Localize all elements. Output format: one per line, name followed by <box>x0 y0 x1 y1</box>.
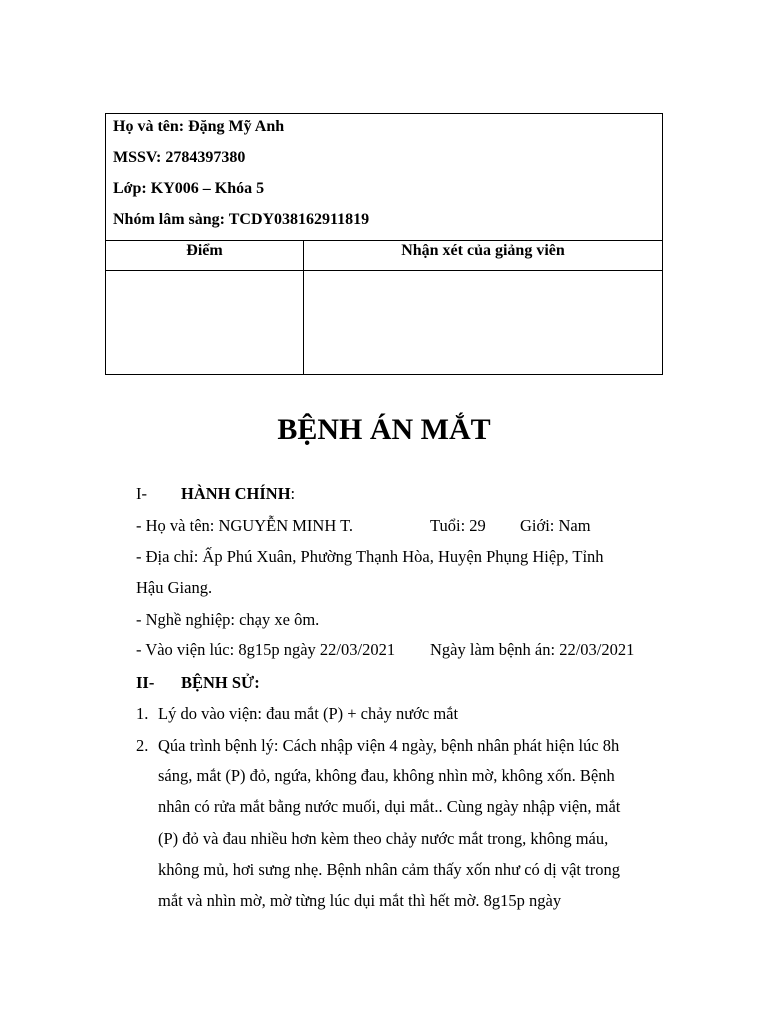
item-2-line: không mủ, hơi sưng nhẹ. Bệnh nhân cảm thấy xốn như có dị vật trong <box>158 860 620 879</box>
student-class: Lớp: KY006 – Khóa 5 <box>113 180 265 197</box>
section-1-heading-line <box>181 484 295 504</box>
section-1-number: I- <box>136 484 147 503</box>
item-1-number: 1. <box>136 704 149 723</box>
item-2-line: (P) đỏ và đau nhiều hơn kèm theo chảy nước mắt trong, không máu, <box>158 829 609 848</box>
item-1-text: Lý do vào viện: đau mắt (P) + chảy nước mắt <box>158 704 459 723</box>
item-2-line: Qúa trình bệnh lý: Cách nhập viện 4 ngày, bệnh nhân phát hiện lúc 8h <box>158 736 620 755</box>
patient-age: Tuổi: 29 <box>430 516 486 535</box>
section-2-number: II- <box>136 673 155 692</box>
item-2-line: nhân có rửa mắt bằng nước muối, dụi mắt.. Cùng ngày nhập viện, mắt <box>158 797 621 816</box>
section-1-heading: HÀNH CHÍNH <box>181 484 291 503</box>
occupation: - Nghề nghiệp: chạy xe ôm. <box>136 610 320 629</box>
student-name: Họ và tên: Đặng Mỹ Anh <box>113 118 285 135</box>
item-2-line: sáng, mắt (P) đỏ, ngứa, không đau, không nhìn mờ, không xốn. Bệnh <box>158 766 615 785</box>
comment-cell <box>304 271 663 375</box>
comment-header: Nhận xét của giảng viên <box>304 241 663 271</box>
student-info-cell <box>106 114 663 241</box>
item-2-line: mắt và nhìn mờ, mờ từng lúc dụi mắt thì hết mờ. 8g15p ngày <box>158 891 562 910</box>
address-line-1: - Địa chỉ: Ấp Phú Xuân, Phường Thạnh Hòa, Huyện Phụng Hiệp, Tỉnh <box>136 547 604 566</box>
student-info-table <box>105 113 663 375</box>
patient-gender: Giới: Nam <box>520 516 591 535</box>
address-line-2: Hậu Giang. <box>136 578 213 597</box>
document-title: BỆNH ÁN MẮT <box>277 413 491 446</box>
section-2-heading: BỆNH SỬ: <box>181 673 260 692</box>
admission-time: - Vào viện lúc: 8g15p ngày 22/03/2021 <box>136 640 396 659</box>
section-1-colon: : <box>290 484 296 503</box>
score-cell <box>106 271 304 375</box>
student-id: MSSV: 2784397380 <box>113 149 246 166</box>
clinical-group: Nhóm lâm sàng: TCDY038162911819 <box>113 211 370 228</box>
patient-name: - Họ và tên: NGUYỄN MINH T. <box>136 516 354 535</box>
score-header: Điểm <box>106 241 304 271</box>
record-date: Ngày làm bệnh án: 22/03/2021 <box>430 640 635 659</box>
item-2-number: 2. <box>136 736 149 755</box>
